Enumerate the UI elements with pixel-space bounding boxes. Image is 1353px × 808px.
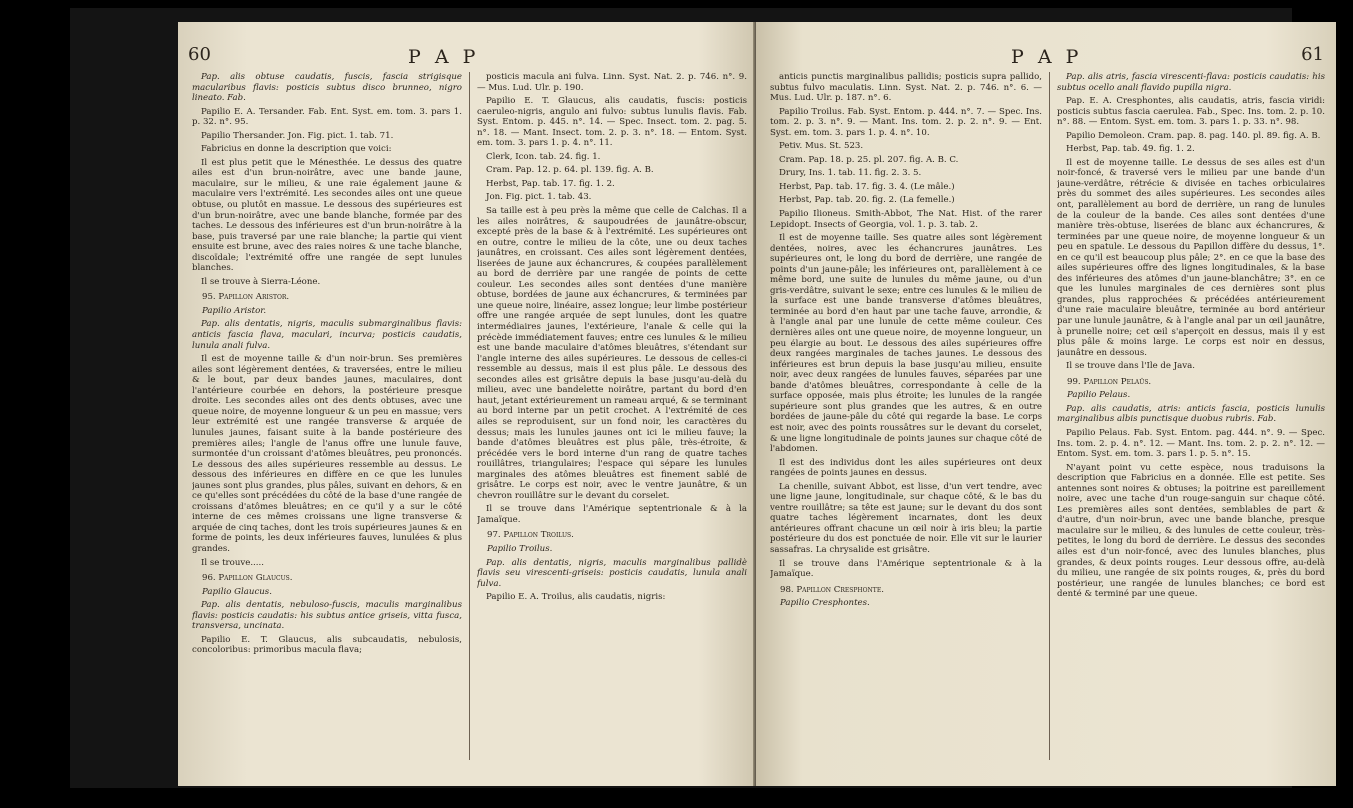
text-paragraph: Papilio Thersander. Jon. Fig. pict. 1. tab. 71.: [201, 130, 394, 141]
right-column-2: [1057, 72, 1325, 776]
text-paragraph: 97. Papillon Troilus.: [487, 530, 574, 541]
column-rule: [469, 72, 470, 760]
text-paragraph: Papilio Troilus. Fab. Syst. Entom. p. 444. n°. 7. — Spec. Ins. tom. 2. p. 3. n°. 9. — Mant. Ins. tom. 2. p. 2. n°. 9. — Ent. Syst. em. tom. 3. pars 1. p. 4. n°. 10.: [770, 106, 1042, 138]
text-paragraph: Il est des individus dont les ailes supérieures ont deux rangées de points jaunes en dessus.: [770, 457, 1042, 479]
text-paragraph: Petiv. Mus. St. 523.: [779, 141, 864, 152]
text-paragraph: 95. Papillon Aristor.: [202, 292, 290, 303]
book-spread: [70, 8, 1325, 788]
text-paragraph: Papilio Demoleon. Cram. pap. 8. pag. 140. pl. 89. fig. A. B.: [1066, 130, 1321, 141]
text-paragraph: Drury, Ins. 1. tab. 11. fig. 2. 3. 5.: [779, 168, 922, 179]
text-paragraph: Fabricius en donne la description que voici:: [201, 144, 392, 155]
text-paragraph: Pap. alis dentatis, nebuloso-fuscis, maculis marginalibus flavis: posticis caudatis: his subtus antice griseis, vitta fusca, transversa, uncinata.: [192, 600, 462, 632]
left-column-1: [192, 72, 462, 776]
text-paragraph: Jon. Fig. pict. 1. tab. 43.: [486, 192, 592, 203]
text-paragraph: Papilio E. T. Glaucus, alis caudatis, fuscis: posticis caeruleo-nigris, angulo ani fulvo: subtus lunulis flavis. Fab. Syst. Entom. p. 445. n°. 14. — Spec. Insect. tom. 2. pag. 5. n°. 18. — Mant. Insect. tom. 2. p. 3. n°. 18. — Entom. Syst. em. tom. 3. pars 1. p. 4. n°. 11.: [477, 96, 747, 149]
text-paragraph: Papilio E. A. Troilus, alis caudatis, nigris:: [486, 592, 666, 603]
text-paragraph: Sa taille est à peu près la même que celle de Calchas. Il a les ailes noirâtres, & saupoudrées de jaunâtre-obscur, excepté près de la base & à l'extrémité. Les supérieures ont en outre, contre le milieu de la côte, une ou deux taches jaunâtres, en croissant. Ces ailes sont légèrement dentées, liserées de jaune aux échancrures, & coupées parallèlement au bord de derrière par une rangée de points de cette couleur. Les secondes ailes sont dentées d'une manière obtuse, bordées de jaune aux échancrures, & terminées par une queue noire, linéaire, assez longue; leur limbe postérieur offre une rangée arquée de sept lunules, dont les quatre intermédiaires jaunes, l'extérieure, l'anale & celle qui la précède immédiatement fauves; entre ces lunules & le milieu est une bande maculaire d'atômes bleuâtres, s'étendant sur l'angle interne des ailes supérieures. Le dessous de celles-ci ressemble au dessus, mais il est plus pâle. Le dessous des secondes ailes est grisâtre depuis la base jusqu'au-delà du milieu, avec une bandelette noirâtre, partant du bord d'en haut, jetant extérieurement un rameau arqué, & se terminant au bord interne par un petit crochet. A l'extrémité de ces ailes se reproduisent, sur un fond noir, les caractères du dessus; mais les lunules jaunes ont ici le milieu fauve; la bande d'atômes bleuâtres est plus pâle, très-étroite, & précédée vers le bord interne d'un rang de quatre taches rouillâtres, triangulaires; l'espace qui sépare les lunules marginales des atômes bleuâtres est finement sablé de grisâtre. Le corps est noir, avec le ventre jaunâtre, & un chevron rouillâtre sur le devant du corselet.: [477, 206, 747, 501]
text-paragraph: Pap. E. A. Cresphontes, alis caudatis, atris, fascia viridi: posticis subtus fascia caerulea. Fab., Spec. Ins. tom. 2. p. 10. n°. 88. — Entom. Syst. em. tom. 3. pars 1. p. 33. n°. 98.: [1057, 96, 1325, 128]
text-paragraph: Papilio Pelaus. Fab. Syst. Entom. pag. 444. n°. 9. — Spec. Ins. tom. 2. p. 4. n°. 12. — Mant. Ins. tom. 2. p. 2. n°. 12. — Entom. Syst. em. tom. 3. pars 1. p. 5. n°. 15.: [1057, 427, 1325, 460]
text-paragraph: posticis macula ani fulva. Linn. Syst. Nat. 2. p. 746. n°. 9. — Mus. Lud. Ulr. p. 190.: [477, 72, 747, 93]
text-paragraph: Herbst, Pap. tab. 49. fig. 1. 2.: [1066, 144, 1195, 155]
text-paragraph: Il se trouve.....: [201, 557, 264, 568]
text-paragraph: Pap. alis caudatis, atris: anticis fascia, posticis lunulis marginalibus albis punctisque duobus rubris. Fab.: [1057, 403, 1325, 425]
text-paragraph: Il se trouve à Sierra-Léone.: [201, 276, 321, 287]
text-paragraph: Il est de moyenne taille. Le dessus de ses ailes est d'un noir-foncé, & traversé vers le milieu par une bande d'un jaune-verdâtre, rétrécie & divisée en taches orbiculaires près du sommet des ailes supérieures. Les secondes ailes ont, parallèlement au bord de derrière, un rang de lunules de la couleur de la bande. Ces ailes sont dentées d'une manière très-obtuse, liserées de blanc aux échancrures, & terminées par une queue noire, de moyenne longueur & un peu en spatule. Le dessous du Papillon diffère du dessus, 1°. en ce qu'il est beaucoup plus pâle; 2°. en ce que la base des ailes supérieures offre des lignes longitudinales, & la base des inférieures des atômes d'un jaune-blanchâtre; 3°. en ce que les lunules marginales de ces dernières sont plus grandes, plus rapprochées & précédées antérieurement d'une raie maculaire bleuâtre, terminée au bord antérieur par une lunule jaunâtre, & à l'angle anal par un œil jaunâtre, à prunelle noire; cet œil s'aperçoit en dessus, mais il y est plus pâle & moins large. Le corps est noir en dessus, jaunâtre en dessous.: [1057, 157, 1325, 358]
text-paragraph: Il est plus petit que le Ménesthée. Le dessus des quatre ailes est d'un brun-noirâtre, avec une bande jaune, maculaire, sur le milieu, & une raie également jaune & maculaire vers l'extrémité. Les secondes ailes ont une queue obtuse, ou plutôt en massue. Le dessous des supérieures est d'un brun-noirâtre, avec une bande blanche, formée par des taches. Le dessous des inférieures est d'un brun-noirâtre à la base, puis traversé par une raie blanche; la partie qui vient ensuite est brune, avec des raies noires & une tache blanche, discoïdale; l'extrémité offre une rangée de sept lunules blanches.: [192, 157, 462, 274]
text-paragraph: Il se trouve dans l'Amérique septentrionale & à la Jamaïque.: [477, 504, 747, 525]
text-paragraph: Papilio Ilioneus. Smith-Abbot, The Nat. Hist. of the rarer Lepidopt. Insects of Georgia, vol. 1. p. 3. tab. 2.: [770, 209, 1042, 230]
text-paragraph: Pap. alis dentatis, nigris, maculis marginalibus pallidè flavis seu virescenti-griseis: posticis caudatis, lunula anali fulva.: [477, 557, 747, 589]
left-page-number: 60: [188, 44, 211, 65]
text-paragraph: Clerk, Icon. tab. 24. fig. 1.: [486, 151, 601, 162]
left-column-2: [477, 72, 747, 776]
text-paragraph: Herbst, Pap. tab. 17. fig. 3. 4. (Le mâle.): [779, 181, 955, 192]
text-paragraph: Papilio Cresphontes.: [780, 598, 870, 609]
text-paragraph: Cram. Pap. 12. p. 64. pl. 139. fig. A. B.: [486, 165, 654, 176]
text-paragraph: Papilio E. T. Glaucus, alis subcaudatis, nebulosis, concoloribus: primoribus macula flava;: [192, 634, 462, 656]
text-paragraph: Papilio Pelaus.: [1067, 390, 1131, 401]
text-paragraph: Il se trouve dans l'Amérique septentrionale & à la Jamaïque.: [770, 558, 1042, 580]
text-paragraph: Herbst, Pap. tab. 20. fig. 2. (La femelle.): [779, 195, 955, 206]
text-paragraph: Papilio E. A. Tersander. Fab. Ent. Syst. em. tom. 3. pars 1. p. 32. n°. 95.: [192, 106, 462, 128]
right-page-number: 61: [1301, 44, 1324, 65]
text-paragraph: Pap. alis dentatis, nigris, maculis submarginalibus flavis: anticis fascia flava, maculari, incurva; posticis caudatis, lunula anali fulva.: [192, 319, 462, 351]
text-paragraph: 99. Papillon Pelaüs.: [1067, 376, 1152, 387]
text-paragraph: Papilio Troilus.: [487, 543, 553, 554]
right-head-title: P A P: [1011, 46, 1083, 68]
text-paragraph: La chenille, suivant Abbot, est lisse, d'un vert tendre, avec une ligne jaune, longitudinale, sur chaque côté, & le bas du ventre rouillâtre; sa tête est jaune; sur le devant du dos sont quatre taches légèrement incarnates, dont les deux antérieures offrant chacune un œil noir à iris bleu; la partie postérieure du dos est ponctuée de noir. Elle vit sur le laurier sassafras. La chrysalide est grisâtre.: [770, 481, 1042, 555]
text-paragraph: Papilio Aristor.: [202, 305, 267, 316]
text-paragraph: Il se trouve dans l'Ile de Java.: [1066, 361, 1196, 372]
text-paragraph: N'ayant point vu cette espèce, nous traduisons la description que Fabricius en a donnée. Elle est petite. Ses antennes sont noires & obtuses; la poitrine est pareillement noire, avec une tache d'un rouge-sanguin sur chaque côté. Les premières ailes sont dentées, semblables de part & d'autre, d'un noir-brun, avec une bande blanche, presque maculaire sur le milieu, & des lunules de cette couleur, très-petites, le long du bord de derrière. Le dessus des secondes ailes est d'un noir-foncé, avec des lunules blanches, plus grandes, & deux points rouges. Leur dessous offre, au-delà du milieu, une rangée de six points rouges, &, près du bord postérieur, une rangée de lunules blanches; ce bord est denté & terminé par une queue.: [1057, 462, 1325, 600]
column-rule: [1049, 72, 1050, 760]
text-paragraph: Pap. alis atris, fascia virescenti-flava: posticis caudatis: his subtus ocello anali flavido pupilla nigra.: [1057, 72, 1325, 93]
text-paragraph: Il est de moyenne taille & d'un noir-brun. Ses premières ailes sont légèrement dentées, & traversées, entre le milieu & le bout, par deux bandes jaunes, maculaires, dont l'antérieure courbée en dehors, la postérieure presque droite. Les secondes ailes ont des dents obtuses, avec une queue noire, de moyenne longueur & un peu en massue; vers leur extrémité est une rangée transverse & arquée de lunules jaunes, faisant suite à la bande postérieure des premières ailes; l'angle de l'anus offre une lunule fauve, surmontée d'un croissant d'atômes bleuâtres, peu prononcés. Le dessous des ailes supérieures ressemble au dessus. Le dessous des inférieures en diffère en ce que les lunules jaunes sont plus grandes, plus pâles, suivant en dehors, & en ce qu'elles sont précédées du côté de la base d'une rangée de croissans d'atômes bleuâtres; en ce qu'il y a sur le côté interne de ces mêmes croissans une ligne transverse & arquée de cinq taches, dont les trois supérieures jaunes & en forme de points, les deux inférieures fauves, lunulées & plus grandes.: [192, 354, 462, 554]
left-page: [178, 22, 756, 786]
text-paragraph: Pap. alis obtuse caudatis, fuscis, fascia strigisque macularibus flavis: posticis subtus disco brunneo, nigro lineato. Fab.: [192, 72, 462, 104]
text-paragraph: Herbst, Pap. tab. 17. fig. 1. 2.: [486, 178, 615, 189]
text-paragraph: Il est de moyenne taille. Ses quatre ailes sont légèrement dentées, noires, avec les échancrures jaunâtres. Les supérieures ont, le long du bord de derrière, une rangée de points d'un jaune-pâle; les inférieures ont, parallèlement à ce même bord, une suite de lunules du même jaune, ou d'un gris-verdâtre, suivant le sexe; entre ces lunules & le milieu de la surface est une bande transverse d'atômes bleuâtres, terminée au bord d'en haut par une tache fauve, arrondie, & à l'angle anal par une lunule de cette même couleur. Ces dernières ailes ont une queue noire, de moyenne longueur, un peu élargie au bout. Le dessous des ailes supérieures offre deux rangées marginales de taches jaunes. Le dessous des inférieures est brun depuis la base jusqu'au milieu, ensuite noir, avec deux rangées de lunules fauves, séparées par une bande d'atômes bleuâtres, correspondante à celle de la surface opposée, mais plus étroite; les lunules de la rangée supérieure sont plus grandes que les autres, & en outre bordées de jaune-pâle du côté qui regarde la base. Le corps est noir, avec des points roussâtres sur le devant du corselet, & une ligne longitudinale de points jaunes sur chaque côté de l'abdomen.: [770, 233, 1042, 455]
left-head-title: P A P: [408, 46, 480, 68]
right-page: [756, 22, 1336, 786]
right-running-head: [756, 44, 1336, 70]
text-paragraph: 96. Papillon Glaucus.: [202, 573, 293, 584]
text-paragraph: 98. Papillon Cresphonte.: [780, 584, 884, 595]
left-running-head: [178, 44, 756, 70]
text-paragraph: anticis punctis marginalibus pallidis; posticis supra pallido, subtus fulvo maculatis. Linn. Syst. Nat. 2. p. 746. n°. 6. — Mus. Lud. Ulr. p. 187. n°. 6.: [770, 72, 1042, 104]
text-paragraph: Cram. Pap. 18. p. 25. pl. 207. fig. A. B. C.: [779, 154, 959, 165]
right-column-1: [770, 72, 1042, 776]
text-paragraph: Papilio Glaucus.: [202, 586, 272, 597]
